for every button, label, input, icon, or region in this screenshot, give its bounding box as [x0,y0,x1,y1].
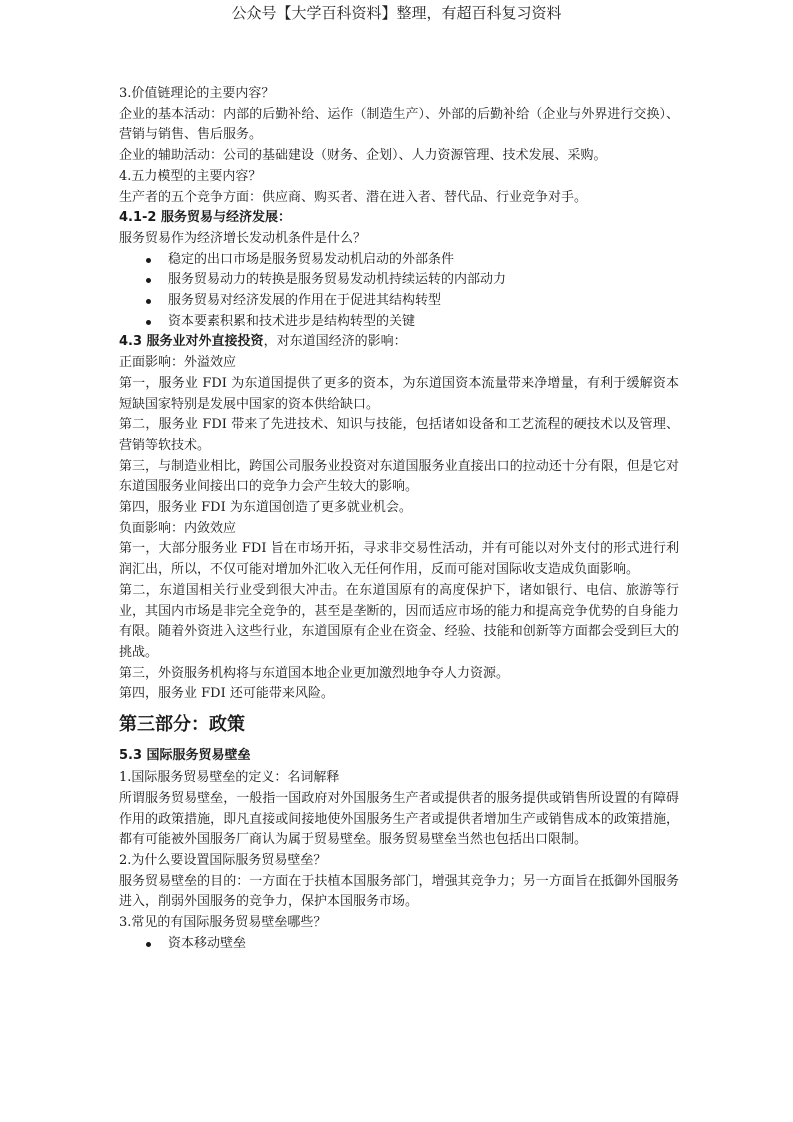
value-chain-question: 3.价值链理论的主要内容？ [119,86,275,101]
engine-question: 服务贸易作为经济增长发动机条件是什么？ [119,230,367,246]
positive-effects-heading: 正面影响：外溢效应 [119,355,237,371]
barrier-types-bullet-list [119,934,679,955]
barrier-reason-question: 2.为什么要设置国际服务贸易壁垒？ [119,852,327,868]
part-3-heading: 第三部分：政策 [119,714,245,736]
list-item: 资本移动壁垒 [119,934,679,955]
negative-effect-1: 第一，大部分服务业 FDI 旨在市场开拓，寻求非交易性活动，并有可能以对外支付的形式进行利润汇出，所以，不仅可能对增加外汇收入无任何作用，反而可能对国际收支造成负面影响。 [119,541,679,578]
negative-effect-4: 第四，服务业 FDI 还可能带来风险。 [119,686,334,702]
page-header: 公众号【大学百科资料】整理，有超百科复习资料 [231,4,562,22]
list-item: 服务贸易动力的转换是服务贸易发动机持续运转的内部动力 [119,270,679,291]
list-item: 稳定的出口市场是服务贸易发动机启动的外部条件 [119,250,679,271]
value-chain-support-activities: 企业的辅助活动：公司的基础建设（财务、企划）、人力资源管理、技术发展、采购。 [119,148,607,164]
positive-effect-4: 第四，服务业 FDI 为东道国创造了更多就业机会。 [119,500,412,516]
value-chain-basic-activities: 企业的基本活动：内部的后勤补给、运作（制造生产）、外部的后勤补给（企业与外界进行交换）、营销与销售、售后服务。 [119,106,679,143]
section-4-3-heading-rest: ，对东道国经济的影响： [263,334,407,350]
positive-effect-2: 第二，服务业 FDI 带来了先进技术、知识与技能，包括诸如设备和工艺流程的硬技术以及管理、营销等软技术。 [119,417,679,453]
barrier-definition-question: 1.国际服务贸易壁垒的定义：名词解释 [119,770,340,786]
barrier-types-question: 3.常见的有国际服务贸易壁垒哪些？ [119,915,327,931]
negative-effects-heading: 负面影响：内敛效应 [119,520,237,536]
section-4-3-heading-bold: 4.3 服务业对外直接投资 [119,334,264,350]
document-body [119,84,679,954]
barrier-definition-answer: 所谓服务贸易壁垒，一般指一国政府对外国服务生产者或提供者的服务提供或销售所设置的有障碍作用的政策措施，即凡直接或间接地使外国服务生产者或提供者增加生产或销售成本的政策措施，都有可能被外国服务厂商认为属于贸易壁垒。服务贸易壁垒当然也包括出口限制。 [119,790,679,848]
negative-effect-3: 第三，外资服务机构将与东道国本地企业更加激烈地争夺人力资源。 [119,665,510,681]
positive-effect-3: 第三，与制造业相比，跨国公司服务业投资对东道国服务业直接出口的拉动还十分有限，但是它对东道国服务业间接出口的竞争力会产生较大的影响。 [119,458,679,495]
engine-bullet-list [119,250,679,333]
negative-effect-2: 第二，东道国相关行业受到很大冲击。在东道国原有的高度保护下，诸如银行、电信、旅游等行业，其国内市场是非完全竞争的，甚至是垄断的，因而适应市场的能力和提高竞争优势的自身能力有限。随着外资进入这些行业，东道国原有企业在资金、经验、技能和创新等方面都会受到巨大的挑战。 [119,582,679,660]
section-5-3-heading: 5.3 国际服务贸易壁垒 [119,748,251,764]
section-4-3-heading [119,332,679,353]
positive-effect-1: 第一，服务业 FDI 为东道国提供了更多的资本，为东道国资本流量带来净增量，有利于缓解资本短缺国家特别是发展中国家的资本供给缺口。 [119,375,679,412]
barrier-reason-answer: 服务贸易壁垒的目的：一方面在于扶植本国服务部门，增强其竞争力；另一方面旨在抵御外国服务进入，削弱外国服务的竞争力，保护本国服务市场。 [119,873,679,910]
list-item: 服务贸易对经济发展的作用在于促进其结构转型 [119,291,679,312]
five-forces-answer: 生产者的五个竞争方面：供应商、购买者、潜在进入者、替代品、行业竞争对手。 [119,189,588,205]
five-forces-question: 4.五力模型的主要内容？ [119,168,262,184]
section-4-1-2-heading: 4.1-2 服务贸易与经济发展： [119,210,291,226]
list-item: 资本要素积累和技术进步是结构转型的关键 [119,312,679,333]
